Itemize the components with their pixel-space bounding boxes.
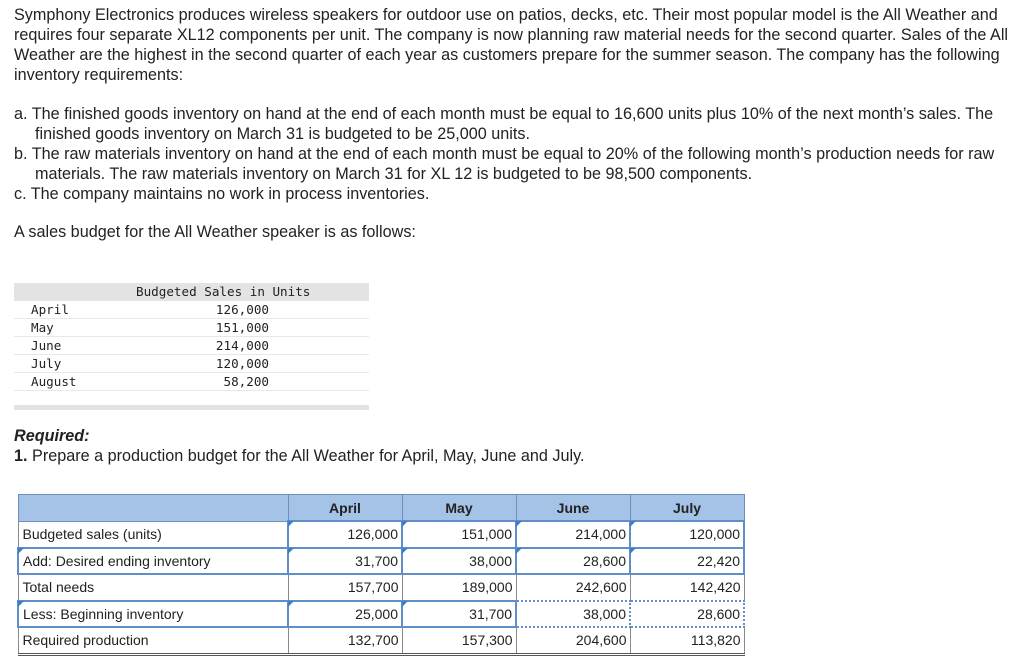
sales-month: May xyxy=(31,320,54,335)
ending-inventory-june-input[interactable]: 28,600 xyxy=(516,548,630,575)
required-production-april: 132,700 xyxy=(288,627,402,654)
budgeted-sales-april-input[interactable]: 126,000 xyxy=(288,521,402,548)
requirement-b: b. The raw materials inventory on hand at the end of each month must be equal to 20% of the following month’s production needs for raw materials. The raw materials inventory on March 31 for XL 12 is budgeted to be 98,500 components. xyxy=(14,145,995,183)
required-production-may: 157,300 xyxy=(402,627,516,654)
required-question xyxy=(14,446,585,466)
required-number: 1. xyxy=(14,447,28,465)
sales-month: August xyxy=(31,374,77,389)
row-label: Required production xyxy=(18,627,288,654)
column-header-june: June xyxy=(516,495,630,522)
sales-units: 214,000 xyxy=(215,338,269,353)
sales-row-august xyxy=(14,373,369,391)
ending-inventory-april-input[interactable]: 31,700 xyxy=(288,548,402,575)
column-header-april: April xyxy=(288,495,402,522)
total-needs-may: 189,000 xyxy=(402,574,516,601)
sales-units: 151,000 xyxy=(215,320,269,335)
required-question-text: Prepare a production budget for the All Weather for April, May, June and July. xyxy=(32,447,585,465)
inventory-requirements xyxy=(14,104,1014,204)
sales-month: April xyxy=(31,302,69,317)
sales-budget-table xyxy=(14,283,369,410)
row-label-select[interactable]: Add: Desired ending inventory xyxy=(18,548,288,575)
requirement-c: c. The company maintains no work in process inventories. xyxy=(14,185,430,203)
sales-budget-intro: A sales budget for the All Weather speaker is as follows: xyxy=(14,223,416,241)
budgeted-sales-may-input[interactable]: 151,000 xyxy=(402,521,516,548)
required-production-july: 113,820 xyxy=(630,627,744,654)
total-needs-june: 242,600 xyxy=(516,574,630,601)
requirement-a: a. The finished goods inventory on hand at the end of each month must be equal to 16,600 units plus 10% of the next month’s sales. The finished goods inventory on March 31 is budgeted to be 25,000 units. xyxy=(14,105,994,143)
sales-budget-header-label: Budgeted Sales in Units xyxy=(136,284,311,299)
column-header-may: May xyxy=(402,495,516,522)
total-needs-july: 142,420 xyxy=(630,574,744,601)
beginning-inventory-june-input[interactable]: 38,000 xyxy=(516,601,630,628)
row-desired-ending-inventory xyxy=(18,548,744,575)
row-total-needs xyxy=(18,574,744,601)
production-budget-table xyxy=(17,494,745,656)
ending-inventory-july-input[interactable]: 22,420 xyxy=(630,548,744,575)
sales-budget-header xyxy=(14,283,369,301)
beginning-inventory-july-input[interactable]: 28,600 xyxy=(630,601,744,628)
sales-row-july xyxy=(14,355,369,373)
required-heading: Required: xyxy=(14,427,90,445)
row-label-select[interactable]: Less: Beginning inventory xyxy=(18,601,288,628)
row-required-production xyxy=(18,627,744,654)
budgeted-sales-july-input[interactable]: 120,000 xyxy=(630,521,744,548)
sales-month: June xyxy=(31,338,62,353)
sales-month: July xyxy=(31,356,62,371)
beginning-inventory-may-input[interactable]: 31,700 xyxy=(402,601,516,628)
problem-intro: Symphony Electronics produces wireless speakers for outdoor use on patios, decks, etc. Their most popular model is the All Weather and requires four separate XL12 components per unit. The company is now planning raw material needs for the second quarter. Sales of the All Weather are the highest in the second quarter of each year as customers prepare for the summer season. The company has the following inventory requirements: xyxy=(14,6,1009,84)
sales-units: 58,200 xyxy=(223,374,269,389)
row-beginning-inventory xyxy=(18,601,744,628)
production-header-row xyxy=(18,495,744,522)
required-production-june: 204,600 xyxy=(516,627,630,654)
sales-row-may xyxy=(14,319,369,337)
row-budgeted-sales xyxy=(18,521,744,548)
row-label: Budgeted sales (units) xyxy=(18,521,288,548)
sales-units: 120,000 xyxy=(215,356,269,371)
sales-budget-footer xyxy=(14,391,369,410)
sales-row-april xyxy=(14,301,369,319)
sales-row-june xyxy=(14,337,369,355)
column-header-july: July xyxy=(630,495,744,522)
budgeted-sales-june-input[interactable]: 214,000 xyxy=(516,521,630,548)
row-label: Total needs xyxy=(18,574,288,601)
total-needs-april: 157,700 xyxy=(288,574,402,601)
beginning-inventory-april-input[interactable]: 25,000 xyxy=(288,601,402,628)
header-blank-cell xyxy=(18,495,288,522)
ending-inventory-may-input[interactable]: 38,000 xyxy=(402,548,516,575)
sales-units: 126,000 xyxy=(215,302,269,317)
